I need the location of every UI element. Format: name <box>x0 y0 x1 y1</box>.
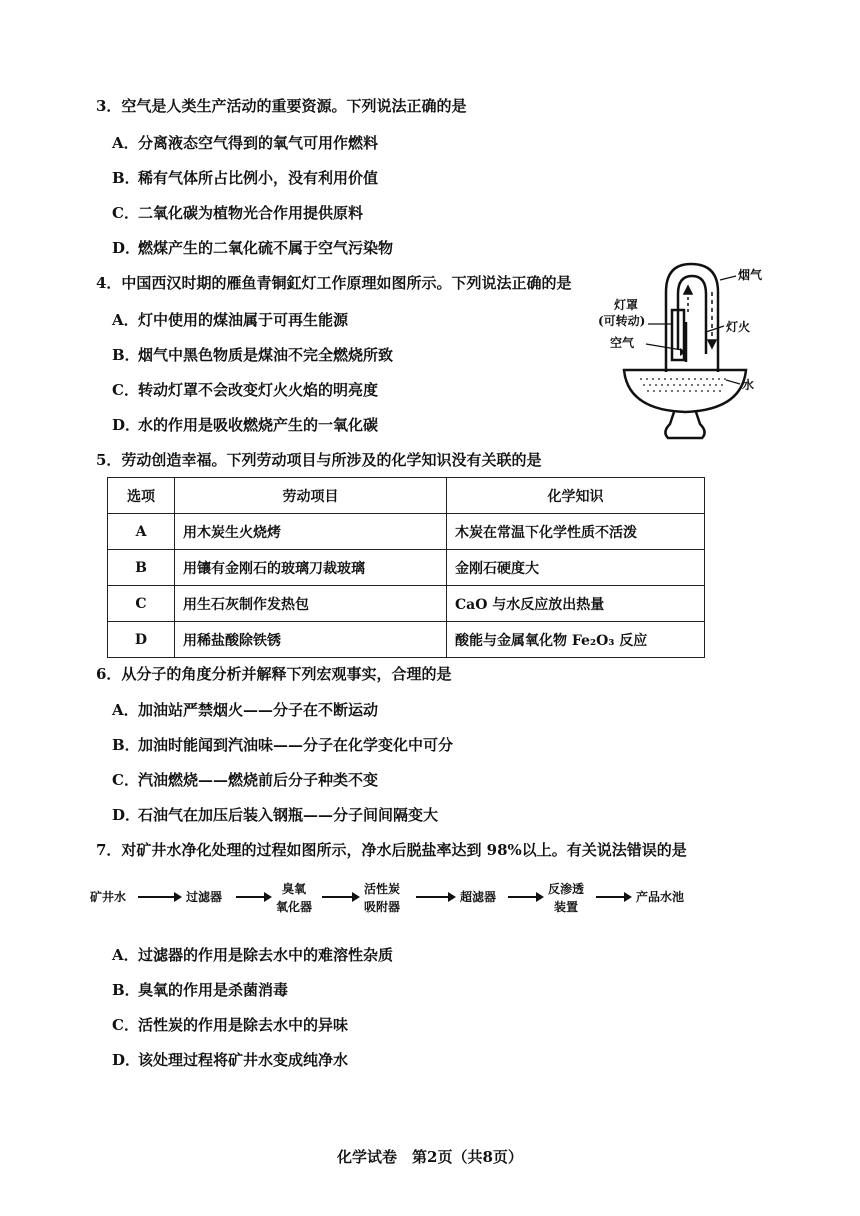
q6-option-b: B．加油时能闻到汽油味——分子在化学变化中可分 <box>112 736 454 754</box>
flow-arrow <box>236 896 270 898</box>
row-project: 用生石灰制作发热包 <box>175 586 447 622</box>
q4-option-d: D．水的作用是吸收燃烧产生的一氧化碳 <box>112 416 379 434</box>
q4-option-b: B．烟气中黑色物质是煤油不完全燃烧所致 <box>112 346 394 364</box>
flow-node-ozone-oxidizer: 臭氧 氧化器 <box>276 882 313 914</box>
q3-option-c: C．二氧化碳为植物光合作用提供原料 <box>112 204 364 222</box>
q7-option-c: C．活性炭的作用是除去水中的异味 <box>112 1016 349 1034</box>
table-row <box>108 514 705 550</box>
q6-option-a: A．加油站严禁烟火——分子在不断运动 <box>112 701 379 719</box>
flow-node-reverse-osmosis: 反渗透 装置 <box>548 882 585 914</box>
q4-option-c: C．转动灯罩不会改变灯火火焰的明亮度 <box>112 381 379 399</box>
table-header-row <box>108 478 705 514</box>
row-knowledge: 酸能与金属氧化物 Fe₂O₃ 反应 <box>447 622 705 658</box>
labor-table <box>107 477 705 658</box>
flow-node-filter: 过滤器 <box>186 890 223 904</box>
table-row <box>108 550 705 586</box>
header-project: 劳动项目 <box>175 478 447 514</box>
q3-option-a: A．分离液态空气得到的氧气可用作燃料 <box>112 134 379 152</box>
label-water: 水 <box>742 378 755 392</box>
flow-node-mine-water: 矿井水 <box>90 890 127 904</box>
row-option: D <box>108 622 175 658</box>
row-option: A <box>108 514 175 550</box>
label-air: 空气 <box>610 336 635 350</box>
flow-arrow <box>416 896 454 898</box>
q5-stem: 5．劳动创造幸福。下列劳动项目与所涉及的化学知识没有关联的是 <box>96 451 542 469</box>
row-knowledge: 木炭在常温下化学性质不活泼 <box>447 514 705 550</box>
row-option: C <box>108 586 175 622</box>
q4-option-a: A．灯中使用的煤油属于可再生能源 <box>112 311 349 329</box>
label-shade: 灯罩 <box>614 298 639 312</box>
flow-arrow <box>596 896 630 898</box>
row-knowledge: CaO 与水反应放出热量 <box>447 586 705 622</box>
flow-node-carbon-adsorber: 活性炭 吸附器 <box>364 882 401 914</box>
flow-node-ultrafilter: 超滤器 <box>460 890 497 904</box>
header-option: 选项 <box>108 478 175 514</box>
row-option: B <box>108 550 175 586</box>
lamp-figure <box>596 262 766 442</box>
page-footer: 化学试卷 第2页（共8页） <box>337 1148 523 1166</box>
label-flame: 灯火 <box>726 320 751 334</box>
purification-flowchart <box>90 880 730 930</box>
label-rotatable: (可转动) <box>598 314 646 328</box>
q6-stem: 6．从分子的角度分析并解释下列宏观事实，合理的是 <box>96 665 452 683</box>
q3-option-d: D．燃煤产生的二氧化硫不属于空气污染物 <box>112 239 394 257</box>
q4-stem: 4．中国西汉时期的雁鱼青铜釭灯工作原理如图所示。下列说法正确的是 <box>96 274 572 292</box>
row-project: 用稀盐酸除铁锈 <box>175 622 447 658</box>
flow-arrow <box>508 896 542 898</box>
row-knowledge: 金刚石硬度大 <box>447 550 705 586</box>
q7-option-a: A．过滤器的作用是除去水中的难溶性杂质 <box>112 946 394 964</box>
q6-option-d: D．石油气在加压后装入钢瓶——分子间间隔变大 <box>112 806 439 824</box>
header-knowledge: 化学知识 <box>447 478 705 514</box>
lamp-drawing <box>596 262 766 442</box>
flow-arrow <box>138 896 180 898</box>
flow-node-product-pool: 产品水池 <box>636 890 685 904</box>
row-project: 用镶有金刚石的玻璃刀裁玻璃 <box>175 550 447 586</box>
table-row <box>108 622 705 658</box>
q3-stem: 3．空气是人类生产活动的重要资源。下列说法正确的是 <box>96 97 467 115</box>
label-smoke: 烟气 <box>738 268 763 282</box>
q7-option-d: D．该处理过程将矿井水变成纯净水 <box>112 1051 349 1069</box>
q3-option-b: B．稀有气体所占比例小，没有利用价值 <box>112 169 379 187</box>
flow-arrow <box>322 896 358 898</box>
q7-option-b: B．臭氧的作用是杀菌消毒 <box>112 981 289 999</box>
q7-stem: 7．对矿井水净化处理的过程如图所示，净水后脱盐率达到 98%以上。有关说法错误的是 <box>96 841 687 859</box>
table-row <box>108 586 705 622</box>
q6-option-c: C．汽油燃烧——燃烧前后分子种类不变 <box>112 771 379 789</box>
row-project: 用木炭生火烧烤 <box>175 514 447 550</box>
